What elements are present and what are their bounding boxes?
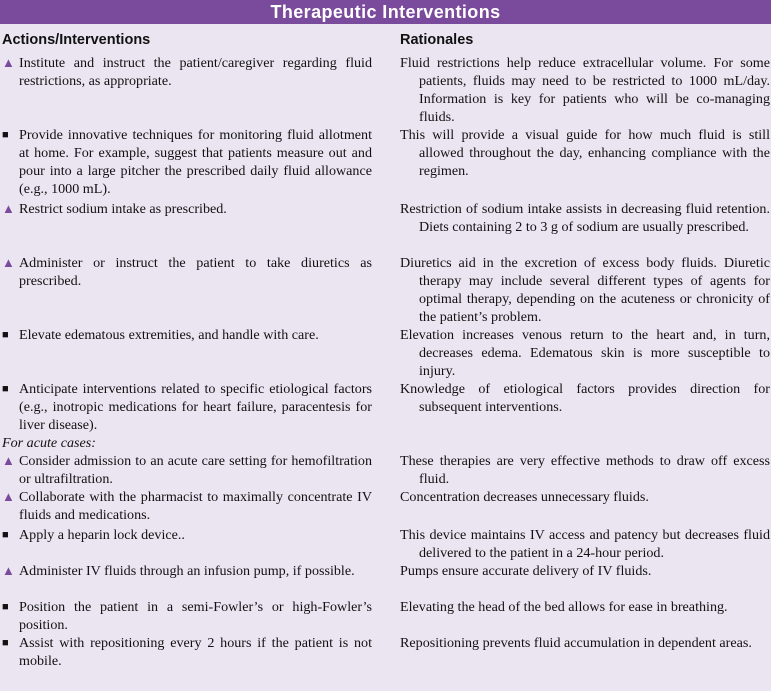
action-cell — [2, 200, 372, 218]
rationale-text: Restriction of sodium intake assists in decreasing fluid retention. Diets containing 2 to 3 g of sodium are usually prescribed. — [400, 201, 770, 235]
square-bullet-icon: ■ — [2, 601, 9, 613]
rationale-text: This will provide a visual guide for how much fluid is still allowed throughout the day, enhancing compliance with the regimen. — [400, 127, 770, 179]
rationale-text: Elevating the head of the bed allows for ease in breathing. — [400, 599, 728, 615]
column-header-row — [0, 32, 771, 52]
rationale-text: Diuretics aid in the excretion of excess body fluids. Diuretic therapy may include several different types of agents for optimal therapy, depending on the acuteness or chronicity of the patient’s problem. — [400, 255, 770, 325]
triangle-bullet-icon: ▲ — [2, 55, 15, 70]
action-text: Provide innovative techniques for monitoring fluid allotment at home. For example, suggest that patients measure out and pour into a large pitcher the prescribed daily fluid allowance (e.g., 1000 mL). — [19, 127, 372, 197]
action-text: Apply a heparin lock device.. — [19, 527, 185, 543]
action-text: Restrict sodium intake as prescribed. — [19, 201, 227, 217]
action-text: Administer or instruct the patient to take diuretics as prescribed. — [19, 255, 372, 289]
action-text: Consider admission to an acute care setting for hemofiltration or ultrafiltration. — [19, 453, 372, 487]
action-cell — [2, 526, 372, 544]
action-cell — [2, 562, 372, 580]
action-text: Collaborate with the pharmacist to maximally concentrate IV fluids and medications. — [19, 489, 372, 523]
action-cell — [2, 254, 372, 290]
rationale-text: Pumps ensure accurate delivery of IV fluids. — [400, 563, 652, 579]
action-cell — [2, 380, 372, 434]
square-bullet-icon: ■ — [2, 129, 9, 141]
rationale-cell — [400, 598, 770, 616]
triangle-bullet-icon: ▲ — [2, 453, 15, 468]
triangle-bullet-icon: ▲ — [2, 255, 15, 270]
rationale-cell — [400, 200, 770, 236]
rationale-text: This device maintains IV access and patency but decreases fluid delivered to the patient in a 24-hour period. — [400, 527, 770, 561]
square-bullet-icon: ■ — [2, 383, 9, 395]
action-text: Position the patient in a semi-Fowler’s or high-Fowler’s position. — [19, 599, 372, 633]
rationale-cell — [400, 126, 770, 180]
rationale-cell — [400, 54, 770, 126]
action-cell — [2, 326, 372, 344]
action-cell — [2, 54, 372, 90]
rationale-cell — [400, 634, 770, 652]
action-text: Administer IV fluids through an infusion pump, if possible. — [19, 563, 355, 579]
action-cell — [2, 598, 372, 634]
rationale-cell — [400, 380, 770, 416]
square-bullet-icon: ■ — [2, 637, 9, 649]
action-cell — [2, 452, 372, 488]
table-title: Therapeutic Interventions — [0, 0, 771, 24]
triangle-bullet-icon: ▲ — [2, 489, 15, 504]
action-cell — [2, 126, 372, 198]
rationale-cell — [400, 452, 770, 488]
action-text: Anticipate interventions related to specific etiological factors (e.g., inotropic medications for heart failure, paracentesis for liver disease). — [19, 381, 372, 433]
square-bullet-icon: ■ — [2, 329, 9, 341]
rationale-text: Repositioning prevents fluid accumulation in dependent areas. — [400, 635, 752, 651]
rationale-text: Elevation increases venous return to the heart and, in turn, decreases edema. Edematous skin is more susceptible to injury. — [400, 327, 770, 379]
rationale-cell — [400, 562, 770, 580]
action-text: Assist with repositioning every 2 hours if the patient is not mobile. — [19, 635, 372, 669]
rationale-cell — [400, 254, 770, 326]
rationale-cell — [400, 526, 770, 562]
action-text: Elevate edematous extremities, and handle with care. — [19, 327, 319, 343]
triangle-bullet-icon: ▲ — [2, 201, 15, 216]
rationale-text: Knowledge of etiological factors provides direction for subsequent interventions. — [400, 381, 770, 415]
rationale-cell — [400, 326, 770, 380]
actions-column-header: Actions/Interventions — [2, 32, 151, 48]
action-cell — [2, 488, 372, 524]
rationale-cell — [400, 488, 770, 506]
rationale-text: Fluid restrictions help reduce extracellular volume. For some patients, fluids may need to be restricted to 1000 mL/day. Information is key for patients who will be co-managing fluids. — [400, 55, 770, 125]
rationale-text: These therapies are very effective methods to draw off excess fluid. — [400, 453, 770, 487]
triangle-bullet-icon: ▲ — [2, 563, 15, 578]
square-bullet-icon: ■ — [2, 529, 9, 541]
action-text: Institute and instruct the patient/caregiver regarding fluid restrictions, as appropriate. — [19, 55, 372, 89]
acute-cases-subheading: For acute cases: — [2, 435, 96, 451]
rationales-column-header: Rationales — [400, 32, 474, 48]
rationale-text: Concentration decreases unnecessary fluids. — [400, 489, 649, 505]
action-cell — [2, 634, 372, 670]
